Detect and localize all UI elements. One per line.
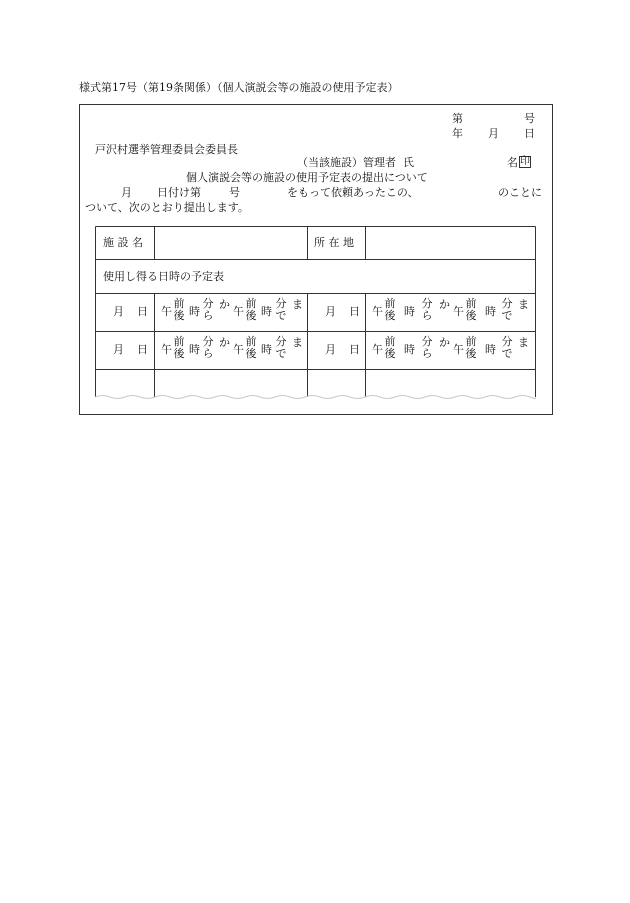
row2-right-funde: 分 で [501,335,513,360]
row1-left-go2: 午 [233,305,244,318]
sender-shi: 氏 [403,156,414,169]
body-line2: ついて、次のとおり提出します。 [85,201,249,214]
row1-right-ji2: 時 [485,305,496,318]
body-month: 月 [121,186,132,199]
schedule-label: 使用し得る日時の予定表 [103,270,224,283]
sender-facility: （当該施設）管理者 [297,156,396,169]
body-go: 号 [229,186,240,199]
row1-left-day: 日 [137,305,148,318]
row1-left-ji1: 時 [189,305,200,318]
addressee: 戸沢村選挙管理委員会委員長 [95,143,238,156]
row1-right-funde: 分 で [501,297,513,322]
body-dated: 日付け第 [157,186,201,199]
row1-right-funkara: 分 ら [421,297,433,322]
row1-left-month: 月 [113,305,124,318]
body-request: をもって依頼あったこの、 [287,186,419,199]
row2-left-go1: 午 [161,343,172,356]
row2-right-go1: 午 [372,343,383,356]
row1-left-ka: か [219,298,230,311]
row2-left-ma: ま [292,336,303,349]
row2-right-ji2: 時 [485,343,496,356]
sender-mei: 名 [507,156,518,169]
row1-left-funkara: 分 ら [202,297,214,322]
row2-right-ma: ま [518,336,529,349]
form-title: 様式第17号（第19条関係）（個人演説会等の施設の使用予定表） [79,81,399,94]
row2-right-go2: 午 [453,343,464,356]
schedule-table [95,226,536,401]
date-year: 年 [452,127,463,140]
row2-left-funkara: 分 ら [202,335,214,360]
date-month: 月 [488,127,499,140]
row2-right-day: 日 [349,343,360,356]
row1-right-ka: か [439,298,450,311]
row1-left-funde: 分 で [275,297,287,322]
body-koto: のことに [498,186,542,199]
row2-right-ka: か [439,336,450,349]
row2-left-funde: 分 で [275,335,287,360]
subject: 個人演説会等の施設の使用予定表の提出について [186,171,428,184]
row1-right-zengo2: 前 後 [465,297,477,322]
row1-right-ji1: 時 [404,305,415,318]
location-label: 所 在 地 [314,236,354,249]
seal-icon: 印 [520,156,530,167]
row2-right-ji1: 時 [404,343,415,356]
row1-right-day: 日 [349,305,360,318]
row2-right-funkara: 分 ら [421,335,433,360]
row2-left-month: 月 [113,343,124,356]
row2-right-zengo2: 前 後 [465,335,477,360]
row1-left-ma: ま [292,298,303,311]
row2-right-month: 月 [325,343,336,356]
row2-left-day: 日 [137,343,148,356]
row1-right-month: 月 [325,305,336,318]
row1-right-go1: 午 [372,305,383,318]
row2-left-zengo2: 前 後 [245,335,257,360]
ref-dai: 第 [452,112,463,125]
facility-name-label: 施 設 名 [103,236,143,249]
row1-right-zengo1: 前 後 [384,297,396,322]
row2-left-ji1: 時 [189,343,200,356]
row1-right-go2: 午 [453,305,464,318]
row1-left-zengo1: 前 後 [173,297,185,322]
row1-left-go1: 午 [161,305,172,318]
row1-left-zengo2: 前 後 [245,297,257,322]
row2-left-go2: 午 [233,343,244,356]
row2-right-zengo1: 前 後 [384,335,396,360]
row1-left-ji2: 時 [261,305,272,318]
row2-left-zengo1: 前 後 [173,335,185,360]
row2-left-ka: か [219,336,230,349]
row2-left-ji2: 時 [261,343,272,356]
row1-right-ma: ま [518,298,529,311]
ref-go: 号 [524,112,535,125]
date-day: 日 [524,127,535,140]
